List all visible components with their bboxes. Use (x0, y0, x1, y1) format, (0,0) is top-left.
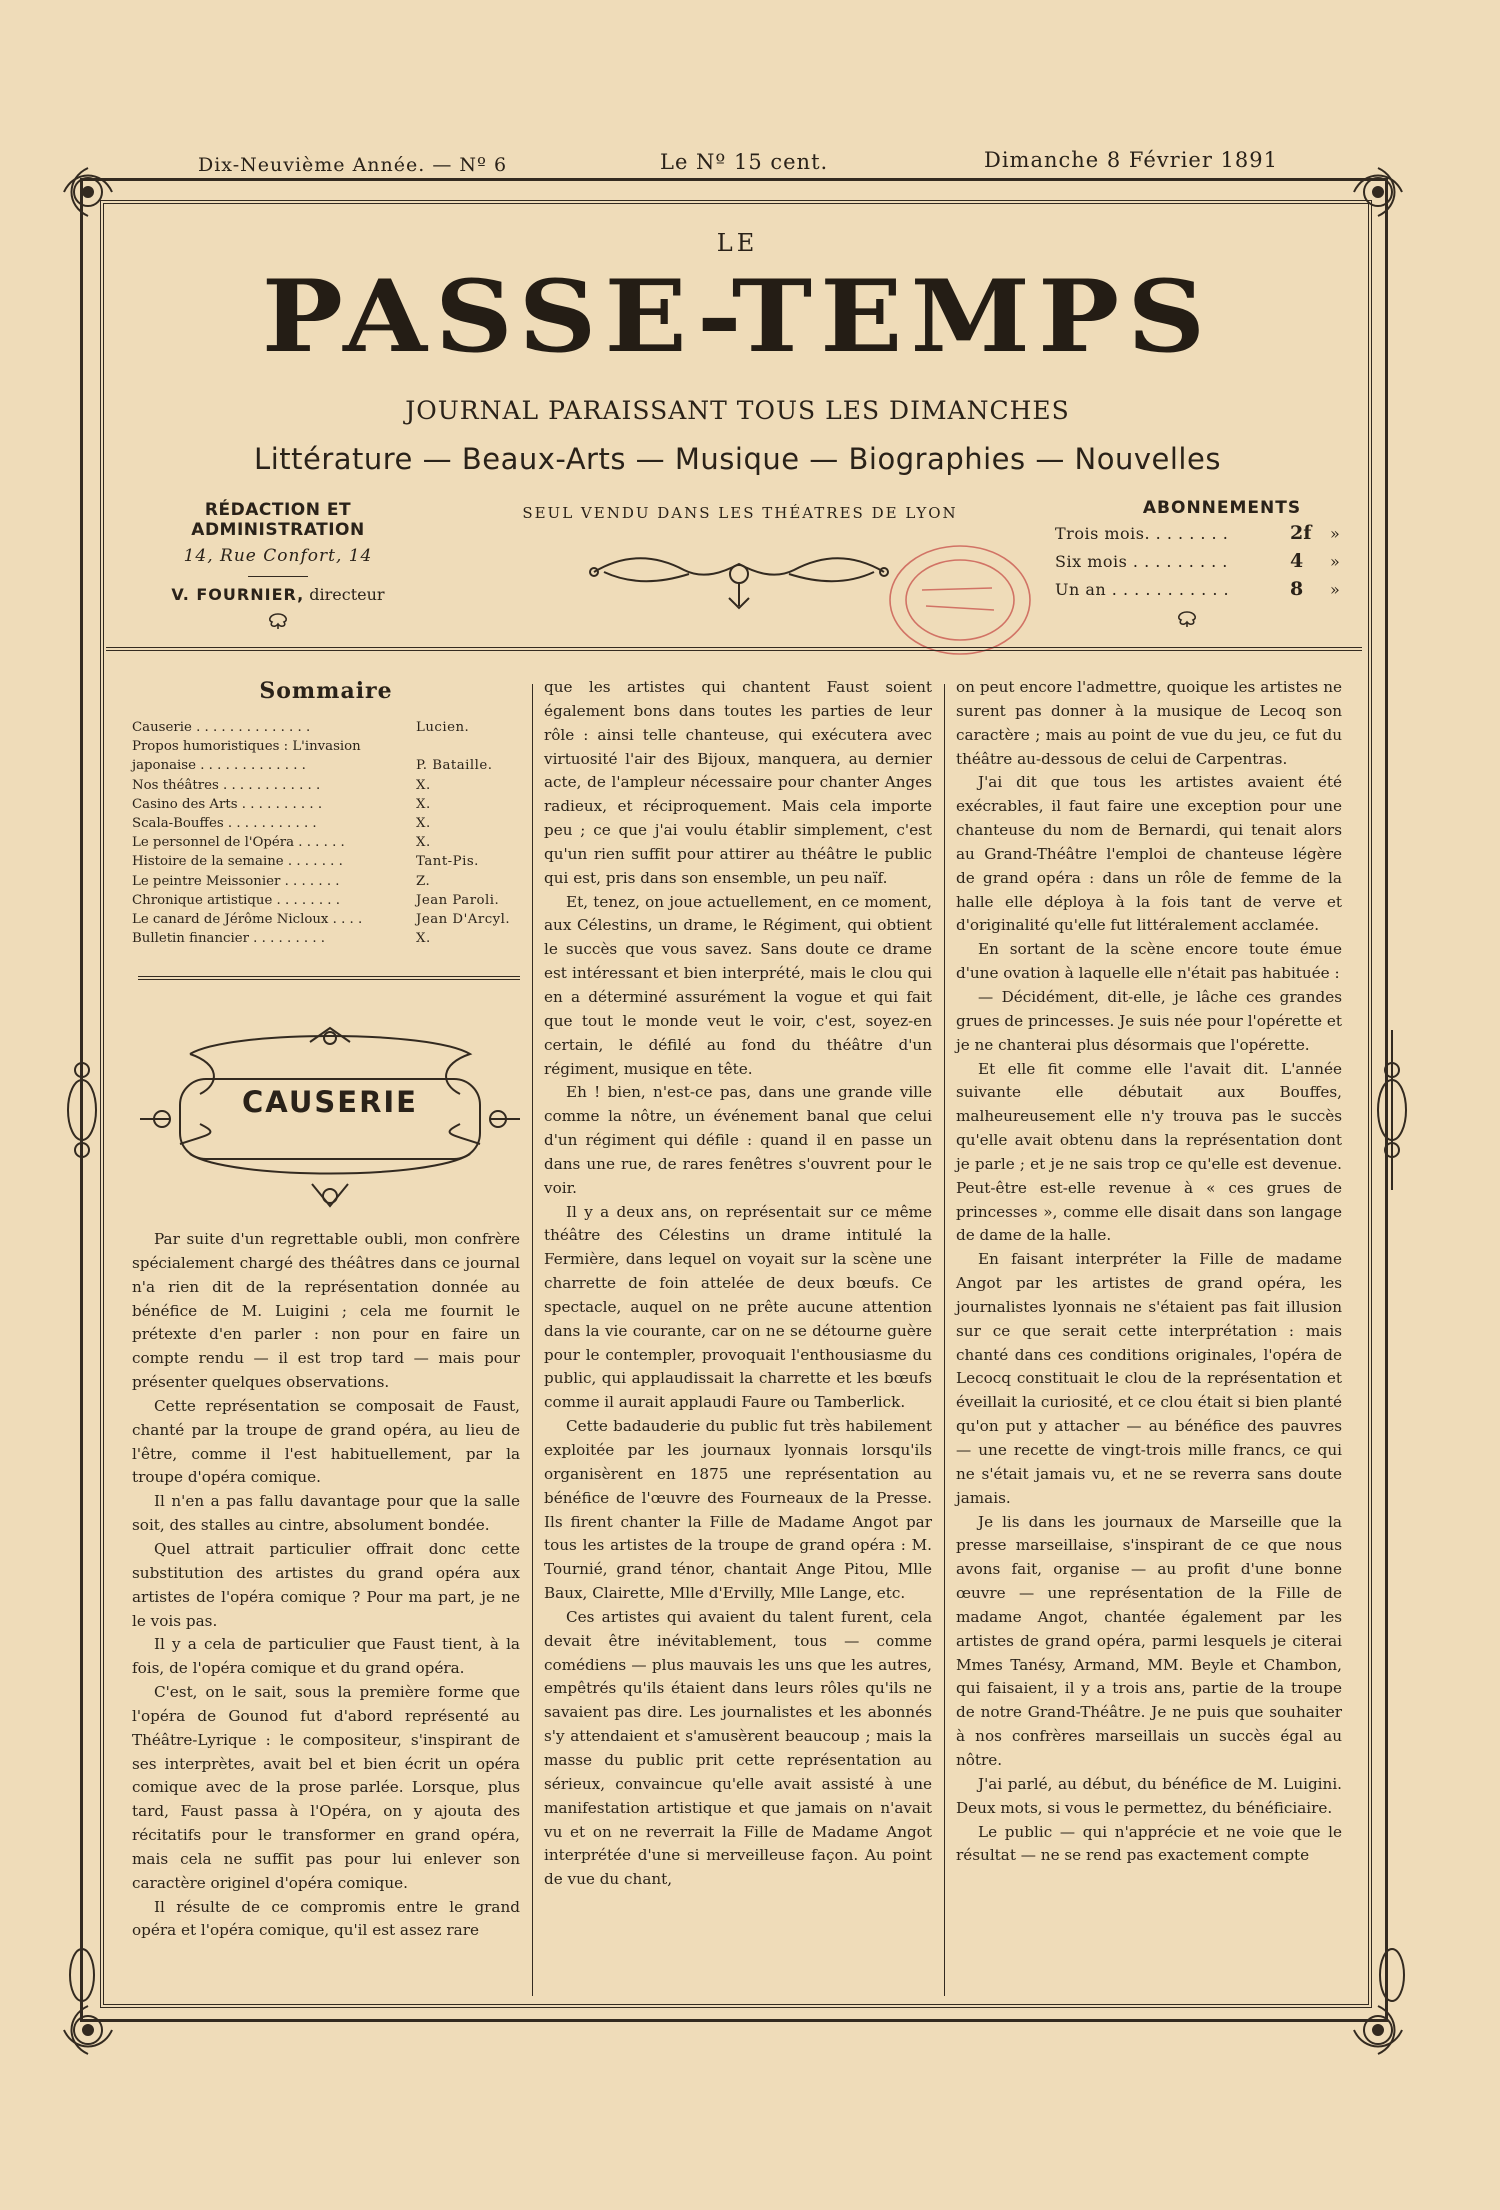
director-role: directeur (309, 585, 385, 604)
redaction-block (128, 500, 428, 634)
issue-price: Le Nº 15 cent. (660, 150, 829, 174)
subscription-row (1052, 522, 1352, 546)
subscription-price: 8 (1290, 578, 1304, 600)
side-ornament-icon (1370, 1030, 1414, 1190)
paragraph: on peut encore l'admettre, quoique les artistes ne surent pas donner à la musique de Lecoq son caractère ; mais au point de vue du jeu, ce fut du théâtre au-dessous de celui de Carpentras. (956, 678, 1342, 768)
column-divider (532, 684, 533, 1996)
director (128, 585, 428, 604)
paragraph: que les artistes qui chantent Faust soient également bons dans toutes les parties de leur rôle : ainsi telle chanteuse, qui exécutera avec virtuosité l'air des Bijoux, manquera, au dernier acte, de l'ampleur nécessaire pour chanter Anges radieux, et réciproquement. Mais cela importe peu ; ce que j'ai voulu établir simplement, c'est qu'un rien suffit pour attirer au théâtre le public qui est, pris dans son ensemble, un peu naïf. (544, 678, 932, 887)
toc-author: P. Bataille. (416, 758, 493, 774)
paragraph: Cette représentation se composait de Faust, chanté par la troupe de grand opéra, au lieu de l'être, comme il l'est habituellement, par la troupe d'opéra comique. (132, 1396, 520, 1487)
newspaper-subtitle: JOURNAL PARAISSANT TOUS LES DIMANCHES (405, 396, 1070, 425)
toc-title: japonaise . . . . . . . . . . . . . (132, 758, 306, 774)
causerie-heading: CAUSERIE (241, 1085, 418, 1119)
toc-entry (132, 910, 522, 929)
header-divider (106, 647, 1362, 651)
paragraph: Par suite d'un regrettable oubli, mon confrère spécialement chargé des théâtres dans ce journal n'a rien dit de la représentation donnée au bénéfice de M. Luigini ; cela me fournit le prétexte d'en parler : non pour en faire un compte rendu — il est trop tard — mais pour présenter quelques observations. (132, 1230, 520, 1392)
toc-title: Le personnel de l'Opéra . . . . . . (132, 835, 345, 851)
subscription-price: 2f (1290, 522, 1312, 544)
corner-ornament-icon (1346, 160, 1410, 224)
toc-author: X. (416, 777, 431, 793)
paragraph: Et, tenez, on joue actuellement, en ce moment, aux Célestins, un drame, le Régiment, qui obtient le succès que vous savez. Sans doute ce drame est intéressant et bien interprété, mais le clou qui en a déterminé assurément la vogue et qui fait que tout le monde veut le voir, c'est, soyez-en certain, le défilé au fond du théâtre d'un régiment, musique en tête. (544, 892, 932, 1078)
side-ornament-icon (1370, 1940, 1414, 2010)
seul-vendu: SEUL VENDU DANS LES THÉATRES DE LYON (522, 504, 958, 522)
subscription-label: Six mois . . . . . . . . . (1055, 552, 1228, 571)
paragraph: Le public — qui n'apprécie et ne voie que le résultat — ne se rend pas exactement compte (956, 1822, 1342, 1865)
fleuron-icon (1172, 610, 1202, 628)
table-of-contents (132, 718, 522, 948)
toc-author: X. (416, 796, 431, 812)
paragraph: Et elle fit comme elle l'avait dit. L'année suivante elle débutait aux Bouffes, malheureusement elle n'y trouva pas le succès qu'elle avait obtenu dans la représentation dont je parle ; et je ne sais trop ce qu'elle est devenue. Peut-être est-elle revenue à « ces grues de princesses », comme elle disait dans son langage de dame de la halle. (956, 1059, 1342, 1245)
library-stamp-icon (882, 540, 1034, 660)
toc-entry (132, 718, 522, 737)
director-name: V. FOURNIER, (171, 585, 305, 604)
redaction-heading: RÉDACTION ET ADMINISTRATION (191, 500, 365, 540)
center-flourish-icon (584, 552, 894, 618)
corner-ornament-icon (56, 160, 120, 224)
paragraph: Je lis dans les journaux de Marseille que la presse marseillaise, s'inspirant de ce que nous avons fait, organise — au profit d'une bonne œuvre — une représentation de la Fille de madame Angot, chantée également par les artistes de grand opéra, parmi lesquels je citerai Mmes Tanésy, Armand, MM. Beyle et Chambon, qui faisaient, il y a trois ans, partie de la troupe de notre Grand-Théâtre. Je ne puis que souhaiter à nos confrères marseillais un succès égal au nôtre. (956, 1512, 1342, 1769)
toc-author: X. (416, 835, 431, 851)
toc-title: Propos humoristiques : L'invasion (132, 739, 361, 755)
paragraph: Il résulte de ce compromis entre le grand opéra et l'opéra comique, qu'il est assez rare (132, 1897, 520, 1940)
toc-title: Le peintre Meissonier . . . . . . . (132, 873, 340, 889)
toc-title: Nos théâtres . . . . . . . . . . . . (132, 777, 321, 793)
article-column-2 (544, 676, 932, 1892)
paragraph: En sortant de la scène encore toute émue d'une ovation à laquelle elle n'était pas habituée : (956, 940, 1342, 983)
paragraph: J'ai dit que tous les artistes avaient été exécrables, il faut faire une exception pour une chanteuse du nom de Bernardi, qui tenait alors au Grand-Théâtre l'emploi de chanteuse légère de grand opéra : dans un rôle de femme de la halle elle déploya à la fois tant de verve et d'originalité qu'elle fut littéralement acclamée. (956, 773, 1342, 935)
toc-entry (132, 756, 522, 775)
subscription-unit: » (1330, 524, 1340, 543)
title-article: LE (716, 229, 759, 257)
toc-entry (132, 891, 522, 910)
paragraph: Il y a deux ans, on représentait sur ce même théâtre des Célestins un drame intitulé la Fermière, dans lequel on voyait sur la scène une charrette de foin attelée de deux bœufs. Ce spectacle, auquel on ne prête aucune attention dans la vie courante, car on ne se détourne guère pour le contempler, provoquait l'enthousiasme du public, qui applaudissait la charrette et les bœufs comme il aurait applaudi Faure ou Tamberlick. (544, 1202, 932, 1412)
paragraph: En faisant interpréter la Fille de madame Angot par les artistes de grand opéra, les journalistes lyonnais ne s'étaient pas fait illusion sur ce que serait cette interprétation : mais chanté dans ces conditions originales, l'opéra de Lecocq constituait le clou de la représentation et éveillait la curiosité, et ce clou était si bien planté qu'on put y attacher — au bénéfice des pauvres — une recette de vingt-trois mille francs, ce qui ne s'était jamais vu, et ne se reverra sans doute jamais. (956, 1250, 1342, 1507)
toc-author: X. (416, 815, 431, 831)
toc-author: Jean D'Arcyl. (416, 911, 511, 927)
paragraph: — Décidément, dit-elle, je lâche ces grandes grues de princesses. Je suis née pour l'opérette et je ne chanterai plus désormais que l'opérette. (956, 987, 1342, 1054)
toc-author: Tant-Pis. (416, 854, 479, 870)
toc-author: Jean Paroli. (416, 892, 500, 908)
paragraph: Il y a cela de particulier que Faust tient, à la fois, de l'opéra comique et du grand opéra. (132, 1635, 520, 1678)
subscription-label: Un an . . . . . . . . . . . (1055, 580, 1230, 599)
toc-entry (132, 814, 522, 833)
toc-title: Scala-Bouffes . . . . . . . . . . . (132, 815, 317, 831)
toc-entry (132, 852, 522, 871)
toc-title: Bulletin financier . . . . . . . . . (132, 931, 326, 947)
toc-author: Z. (416, 873, 431, 889)
issue-date: Dimanche 8 Février 1891 (984, 148, 1278, 172)
toc-author: X. (416, 931, 431, 947)
toc-entry (132, 929, 522, 948)
article-column-3 (956, 676, 1342, 1868)
divider (248, 576, 308, 577)
side-ornament-icon (60, 1940, 104, 2010)
address: 14, Rue Confort, 14 (183, 546, 373, 566)
paragraph: Cette badauderie du public fut très habilement exploitée par les journaux lyonnais lorsqu'ils organisèrent en 1875 une représentation au bénéfice de l'œuvre des Fourneaux de la Presse. Ils firent chanter la Fille de Madame Angot par tous les artistes de la troupe de grand opéra : M. Tournié, grand ténor, chantait Ange Pitou, Mlle Baux, Clairette, Mlle d'Ervilly, Mlle Lange, etc. (544, 1417, 932, 1603)
toc-entry (132, 776, 522, 795)
toc-title: Casino des Arts . . . . . . . . . . (132, 796, 323, 812)
article-column-1 (132, 1228, 520, 1943)
sommaire-divider (138, 976, 520, 980)
toc-author: Lucien. (416, 720, 470, 735)
toc-entry (132, 872, 522, 891)
fleuron-icon (263, 612, 293, 630)
paragraph: Eh ! bien, n'est-ce pas, dans une grande ville comme la nôtre, un événement banal que celui d'un régiment qui défile : quand il en passe un dans une rue, de rares fenêtres s'ouvrent pour le voir. (544, 1083, 932, 1197)
toc-entry (132, 833, 522, 852)
subscription-unit: » (1330, 552, 1340, 571)
subscription-label: Trois mois. . . . . . . . (1055, 524, 1229, 543)
subscriptions-block (1052, 498, 1352, 602)
paragraph: C'est, on le sait, sous la première forme que l'opéra de Gounod fut d'abord représenté au Théâtre-Lyrique : le compositeur, s'inspirant de ses interprètes, avait bel et bien écrit un opéra comique avec de la prose parlée. Lorsque, plus tard, Faust passa à l'Opéra, on y ajouta des récitatifs pour le transformer en grand opéra, mais cela ne suffit pas pour lui enlever son caractère originel d'opéra comique. (132, 1683, 520, 1892)
rubrics-line: Littérature — Beaux-Arts — Musique — Biographies — Nouvelles (254, 442, 1221, 476)
paragraph: Quel attrait particulier offrait donc cette substitution des artistes du grand opéra aux artistes de l'opéra comique ? Pour ma part, je ne le vois pas. (132, 1539, 520, 1630)
newspaper-title: PASSE-TEMPS (261, 259, 1214, 375)
year-issue: Dix-Neuvième Année. — Nº 6 (198, 154, 508, 176)
toc-title: Le canard de Jérôme Nicloux . . . . (132, 911, 363, 927)
subscription-row (1052, 550, 1352, 574)
causerie-cartouche-icon (140, 1024, 520, 1214)
toc-entry (132, 795, 522, 814)
subscription-unit: » (1330, 580, 1340, 599)
paragraph: Il n'en a pas fallu davantage pour que la salle soit, des stalles au cintre, absolument bondée. (132, 1492, 520, 1535)
toc-entry (132, 737, 522, 756)
column-divider (944, 684, 945, 1996)
subscription-row (1052, 578, 1352, 602)
toc-title: Causerie . . . . . . . . . . . . . . (132, 720, 311, 735)
toc-title: Chronique artistique . . . . . . . . (132, 892, 340, 908)
abonnements-heading: ABONNEMENTS (1142, 498, 1302, 518)
subscription-price: 4 (1290, 550, 1304, 572)
toc-title: Histoire de la semaine . . . . . . . (132, 854, 343, 870)
side-ornament-icon (60, 1030, 104, 1190)
masthead-topline (190, 146, 1280, 176)
paragraph: Ces artistes qui avaient du talent furent, cela devait être inévitablement, tous — comme comédiens — plus mauvais les uns que les autres, empêtrés qu'ils étaient dans leurs rôles qu'ils ne savaient pas dire. Les journalistes et les abonnés s'y attendaient et s'amusèrent beaucoup ; mais la masse du public prit cette représentation au sérieux, convaincue qu'elle avait assisté à une manifestation artistique et que jamais on n'avait vu et on ne reverrait la Fille de Madame Angot interprétée d'une si merveilleuse façon. Au point de vue du chant, (544, 1607, 932, 1889)
paragraph: J'ai parlé, au début, du bénéfice de M. Luigini. Deux mots, si vous le permettez, du bénéficiaire. (956, 1774, 1342, 1817)
sommaire-heading: Sommaire (259, 678, 393, 704)
